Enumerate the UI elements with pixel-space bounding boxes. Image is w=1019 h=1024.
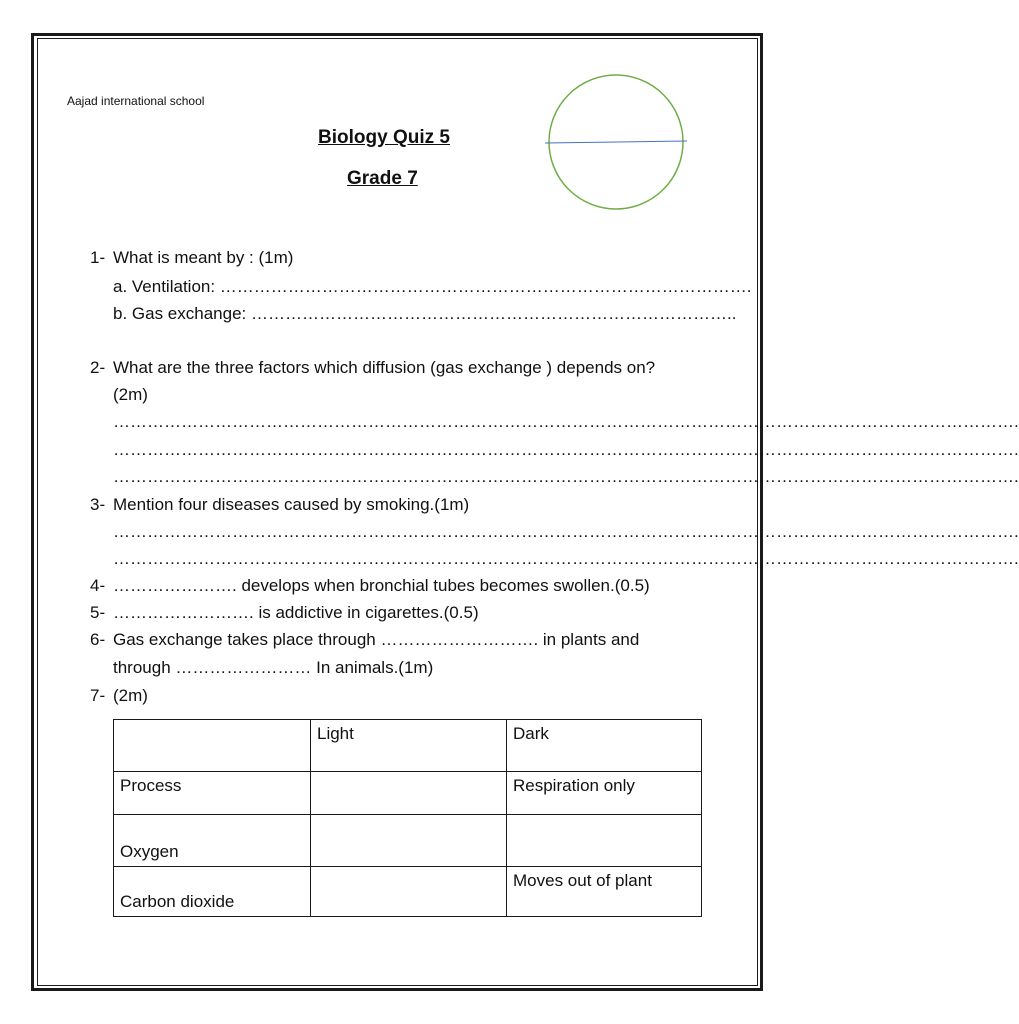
table-cell[interactable] (311, 772, 507, 815)
quiz-title: Biology Quiz 5 (318, 127, 450, 148)
q4-text: …………………. develops when bronchial tubes becomes swollen.(0.5) (113, 576, 650, 595)
q2-marks: (2m) (113, 385, 148, 404)
table-cell: Carbon dioxide (114, 867, 311, 917)
table-row (114, 772, 702, 815)
table-row (114, 867, 702, 917)
q1-b-gas-exchange: b. Gas exchange: ………………………………………………………………………….. (113, 304, 737, 323)
q1-number: 1- (90, 248, 106, 267)
q6-number: 6- (90, 630, 106, 649)
table-cell: Oxygen (114, 815, 311, 867)
answer-line: ……………………………………………………………………………………………………………………………………………. (113, 467, 1019, 486)
table-cell[interactable] (311, 815, 507, 867)
table-cell: Moves out of plant (507, 867, 702, 917)
table-header-row (114, 720, 702, 772)
q3-text: Mention four diseases caused by smoking.(1m) (113, 495, 470, 514)
q2-number: 2- (90, 358, 106, 377)
table-header-cell (114, 720, 311, 772)
answer-line: ……………………………………………………………………………………………………………………………………………. (113, 522, 1019, 541)
q6-line2: through …………………… In animals.(1m) (113, 658, 434, 677)
answer-line: ……………………………………………………………………………………………………………………………………………. (113, 549, 1019, 568)
table-header-cell: Dark (507, 720, 702, 772)
score-circle (540, 74, 700, 214)
table-row (114, 815, 702, 867)
light-dark-table (113, 719, 702, 917)
table-cell[interactable] (507, 815, 702, 867)
q7-number: 7- (90, 686, 106, 705)
answer-line: ……………………………………………………………………………………………………………………………………………. (113, 412, 1019, 431)
grade-label: Grade 7 (347, 168, 418, 189)
table-header-cell: Light (311, 720, 507, 772)
table-cell: Process (114, 772, 311, 815)
q4-number: 4- (90, 576, 106, 595)
school-name: Aajad international school (67, 94, 205, 108)
q7-text: (2m) (113, 686, 148, 705)
q5-number: 5- (90, 603, 106, 622)
q2-text: What are the three factors which diffusion (gas exchange ) depends on? (113, 358, 656, 377)
q1-a-ventilation: a. Ventilation: …………………………………………………………………………………. (113, 277, 752, 296)
q5-text: ……………………. is addictive in cigarettes.(0.5) (113, 603, 479, 622)
answer-line: ……………………………………………………………………………………………………………………………………………. (113, 440, 1019, 459)
q1-text: What is meant by : (1m) (113, 248, 294, 267)
q6-line1: Gas exchange takes place through ………………………. in plants and (113, 630, 640, 649)
q3-number: 3- (90, 495, 106, 514)
table-cell: Respiration only (507, 772, 702, 815)
table-cell[interactable] (311, 867, 507, 917)
